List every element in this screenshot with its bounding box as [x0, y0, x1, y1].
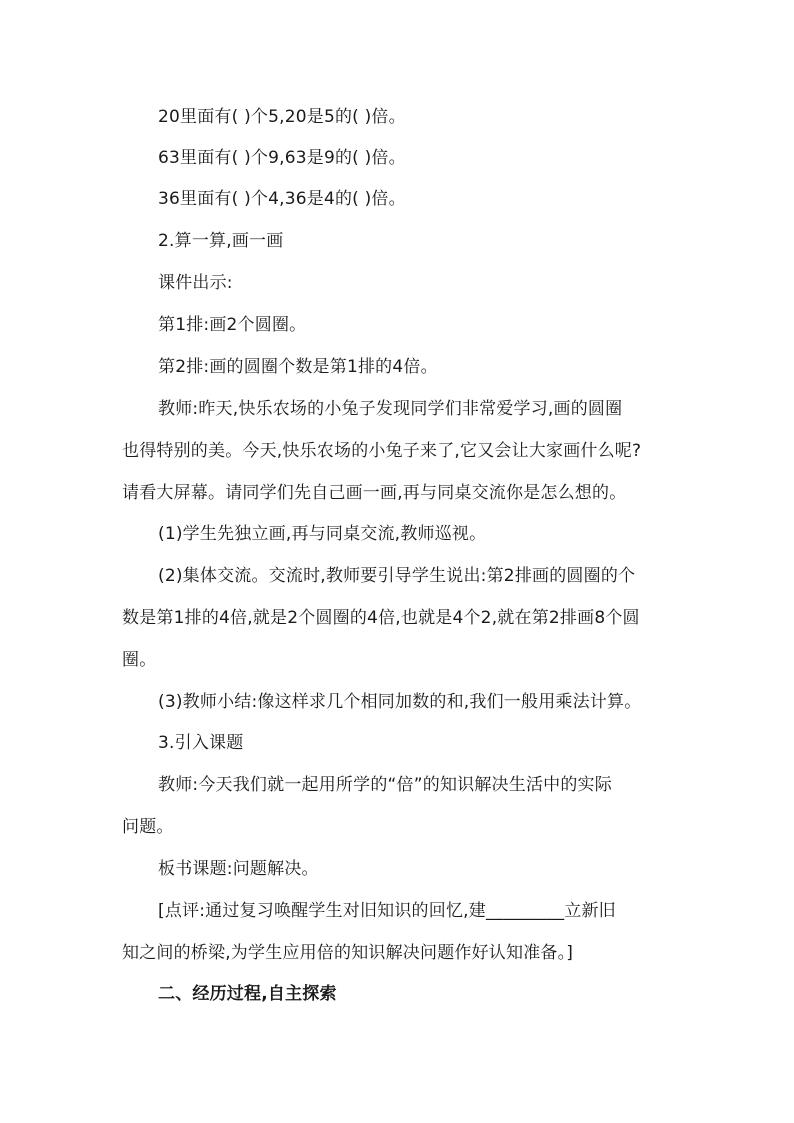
paragraph-line: 数是第1排的4倍,就是2个圆圈的4倍,也就是4个2,就在第2排画8个圆 [122, 608, 640, 628]
paragraph-line: (2)集体交流。交流时,教师要引导学生说出:第2排画的圆圈的个 [158, 566, 636, 586]
section-heading: 2.算一算,画一画 [158, 231, 284, 251]
paragraph-line: 板书课题:问题解决。 [158, 859, 319, 879]
paragraph-line: 课件出示: [158, 273, 233, 293]
comment-line: 知之间的桥梁,为学生应用倍的知识解决问题作好认知准备。] [122, 943, 574, 963]
paragraph-line: (3)教师小结:像这样求几个相同加数的和,我们一般用乘法计算。 [158, 692, 642, 712]
paragraph-line: 第1排:画2个圆圈。 [158, 315, 307, 335]
paragraph-line: 请看大屏幕。请同学们先自己画一画,再与同桌交流你是怎么想的。 [122, 483, 627, 503]
section-heading: 3.引入课题 [158, 733, 244, 753]
paragraph-line: (1)学生先独立画,再与同桌交流,教师巡视。 [158, 524, 487, 544]
paragraph-line: 第2排:画的圆圈个数是第1排的4倍。 [158, 357, 438, 377]
paragraph-line: 36里面有( )个4,36是4的( )倍。 [158, 189, 406, 209]
comment-line: [点评:通过复习唤醒学生对旧知识的回忆,建_________立新旧 [158, 901, 616, 921]
paragraph-line: 20里面有( )个5,20是5的( )倍。 [158, 107, 406, 127]
paragraph-line: 圈。 [122, 650, 157, 670]
paragraph-line: 也得特别的美。今天,快乐农场的小兔子来了,它又会让大家画什么呢? [122, 441, 642, 461]
paragraph-line: 教师:昨天,快乐农场的小兔子发现同学们非常爱学习,画的圆圈 [158, 399, 623, 419]
paragraph-line: 63里面有( )个9,63是9的( )倍。 [158, 148, 406, 168]
section-heading: 二、经历过程,自主探索 [158, 984, 337, 1004]
paragraph-line: 问题。 [122, 817, 174, 837]
paragraph-line: 教师:今天我们就一起用所学的“倍”的知识解决生活中的实际 [158, 775, 612, 795]
